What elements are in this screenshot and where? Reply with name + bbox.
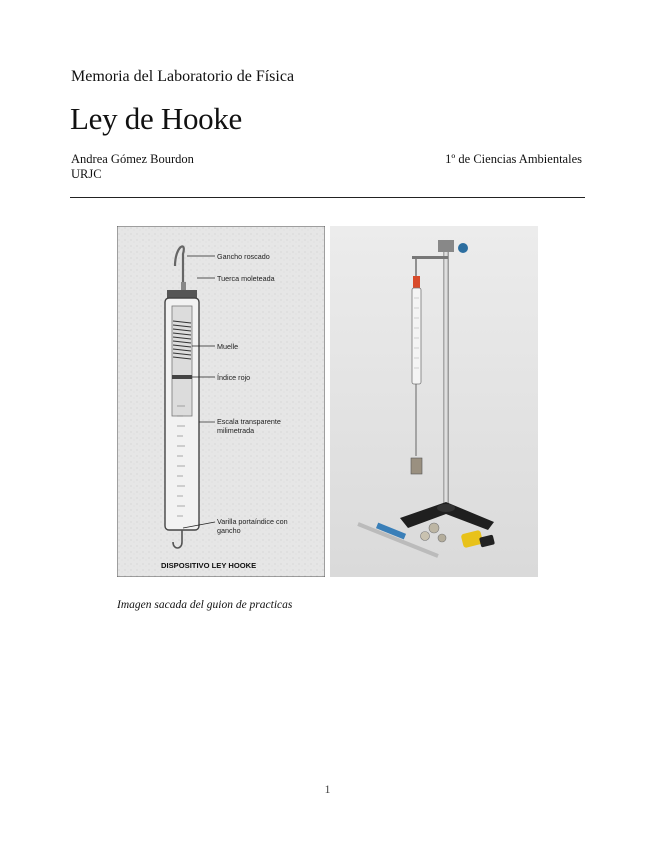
label-varilla-1: Varilla portaíndice con [217, 517, 288, 526]
label-muelle: Muelle [217, 342, 239, 351]
label-varilla-2: gancho [217, 526, 241, 535]
label-escala-2: milimetrada [217, 426, 255, 435]
page-title: Ley de Hooke [70, 101, 243, 136]
header-subtitle: Memoria del Laboratorio de Física [71, 68, 295, 85]
course-name: 1º de Ciencias Ambientales [445, 152, 582, 166]
label-gancho: Gancho roscado [217, 252, 270, 261]
label-tuerca: Tuerca moleteada [217, 274, 275, 283]
figure-caption: Imagen sacada del guion de practicas [117, 599, 293, 611]
author-name: Andrea Gómez Bourdon [71, 152, 194, 166]
page-number: 1 [324, 782, 331, 796]
affiliation: URJC [71, 167, 102, 181]
photo-figure [330, 226, 538, 577]
label-indice: Índice rojo [217, 373, 251, 382]
label-escala-1: Escala transparente [217, 417, 281, 426]
diagram-figure [117, 226, 325, 577]
device-title: DISPOSITIVO LEY HOOKE [161, 561, 257, 570]
title-rule [70, 197, 585, 198]
